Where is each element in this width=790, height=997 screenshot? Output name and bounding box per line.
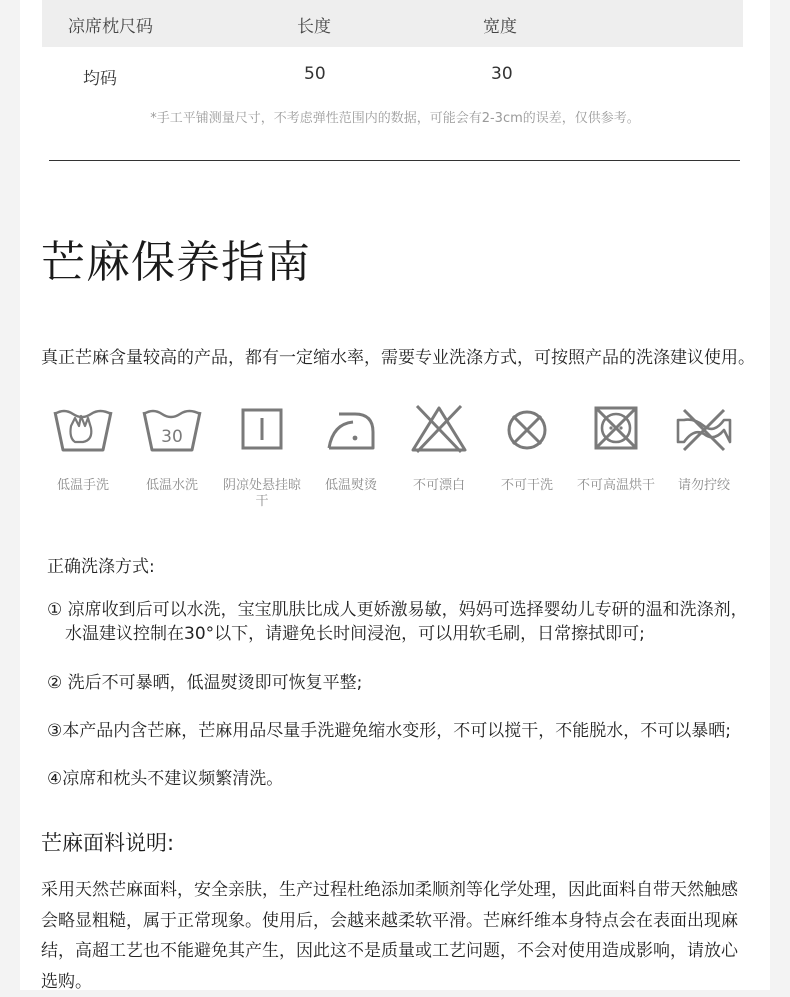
section-divider [49, 160, 740, 161]
no-bleach-icon [407, 404, 471, 454]
wash-step-line: ④凉席和枕头不建议频繁清洗。 [47, 769, 284, 789]
wash-step-line: ① 凉席收到后可以水洗，宝宝肌肤比成人更娇激易敏，妈妈可选择婴幼儿专研的温和洗涤剂， [47, 600, 748, 620]
size-col-header: 凉席枕尺码 [68, 17, 153, 37]
wash-temp-text: 30 [161, 427, 183, 447]
care-item-wash-30 [127, 404, 217, 494]
wash-step-4 [47, 767, 283, 791]
care-label: 低温手洗 [56, 478, 109, 493]
line-dry-shade-icon [230, 404, 294, 454]
machine-wash-30-icon [140, 404, 204, 454]
care-icons [38, 404, 758, 524]
care-intro: 真正芒麻含量较高的产品，都有一定缩水率，需要专业洗涤方式，可按照产品的洗涤建议使用。 [41, 348, 755, 368]
wash-step-1 [47, 598, 748, 646]
care-label: 低温熨烫 [324, 478, 377, 493]
size-table-header [42, 0, 743, 47]
size-table-row [42, 52, 743, 96]
no-dry-clean-icon [495, 404, 559, 454]
wash-step-line: ② 洗后不可暴晒，低温熨烫即可恢复平整; [47, 673, 363, 693]
low-iron-icon [319, 404, 383, 454]
length-value: 50 [304, 64, 326, 84]
width-value: 30 [491, 64, 513, 84]
size-value: 均码 [83, 69, 117, 89]
care-label: 请勿拧绞 [677, 478, 730, 493]
care-label: 阴凉处悬挂晾干 [222, 478, 301, 509]
care-label: 低温水洗 [145, 478, 198, 493]
care-item-iron [306, 404, 396, 494]
care-label: 不可高温烘干 [576, 478, 655, 493]
care-item-line-dry [217, 404, 307, 510]
care-guide-title: 芒麻保养指南 [41, 237, 311, 288]
length-col-header: 长度 [297, 17, 331, 37]
care-item-no-tumble-dry [571, 404, 661, 494]
no-wring-icon [672, 404, 736, 454]
wash-step-2 [47, 671, 362, 695]
care-label: 不可漂白 [412, 478, 465, 493]
wash-step-line: 水温建议控制在30°以下，请避免长时间浸泡，可以用软毛刷，日常擦拭即可; [65, 624, 645, 644]
no-tumble-dry-icon [584, 404, 648, 454]
width-col-header: 宽度 [483, 17, 517, 37]
wash-step-3 [47, 719, 731, 743]
care-item-no-dry-clean [482, 404, 572, 494]
fabric-heading: 芒麻面料说明: [41, 831, 175, 855]
wash-step-line: ③本产品内含芒麻，芒麻用品尽量手洗避免缩水变形，不可以搅干，不能脱水，不可以暴晒; [47, 721, 731, 741]
product-detail-page [20, 0, 770, 990]
care-item-hand-wash [38, 404, 128, 494]
wash-method-heading: 正确洗涤方式: [47, 557, 155, 577]
fabric-description: 采用天然芒麻面料，安全亲肤，生产过程杜绝添加柔顺剂等化学处理，因此面料自带天然触感会略显粗糙，属于正常现象。使用后，会越来越柔软平滑。芒麻纤维本身特点会在表面出现麻结，高超工艺也不能避免其产生，因此这不是质量或工艺问题，不会对使用造成影响，请放心选购。 [41, 880, 738, 992]
hand-wash-icon [51, 404, 115, 454]
care-item-no-bleach [394, 404, 484, 494]
measurement-note: *手工平铺测量尺寸，不考虑弹性范围内的数据，可能会有2-3cm的误差，仅供参考。 [150, 111, 640, 126]
care-item-no-wring [659, 404, 749, 494]
care-label: 不可干洗 [500, 478, 553, 493]
